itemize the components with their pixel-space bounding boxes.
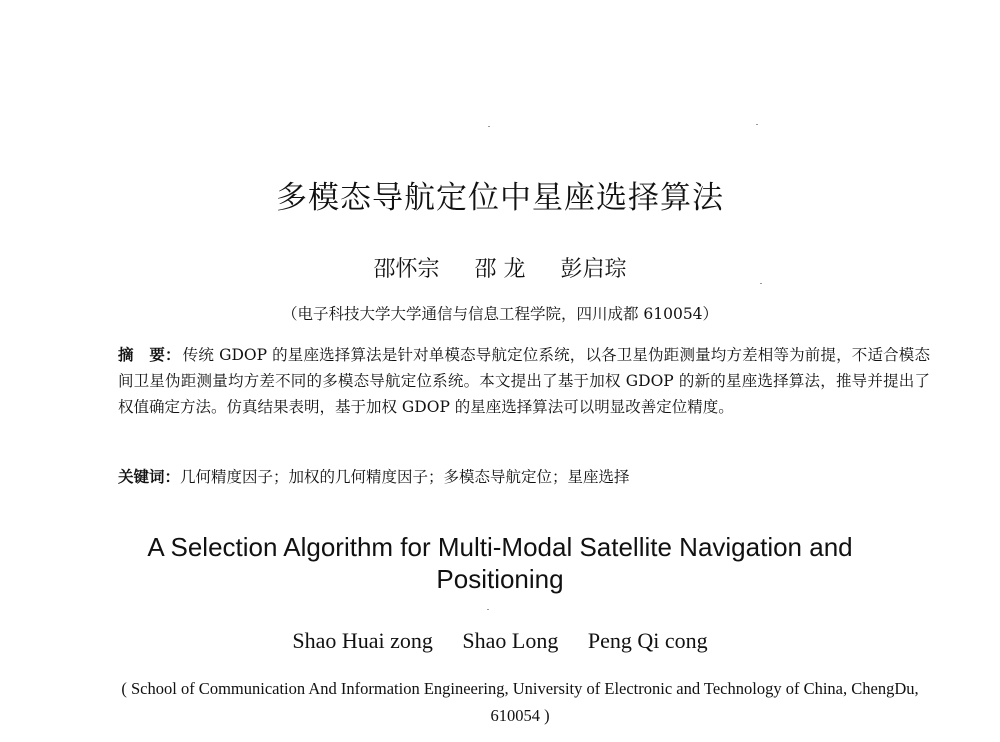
author-cn-1: 邵怀宗 — [373, 257, 440, 282]
abstract-chinese — [118, 342, 930, 420]
scan-speck — [487, 609, 489, 610]
keywords-text: 几何精度因子；加权的几何精度因子；多模态导航定位；星座选择 — [180, 468, 630, 486]
author-en-2: Shao Long — [462, 628, 559, 653]
scan-speck — [488, 126, 490, 127]
author-cn-3: 彭启琮 — [560, 257, 627, 282]
affiliation-english: ( School of Communication And Information Engineering, University of Electronic and Technology of China, ChengDu, 610054 ) — [121, 679, 919, 725]
author-en-3: Peng Qi cong — [587, 628, 708, 653]
scan-speck — [756, 124, 758, 125]
abstract-label: 摘 要： — [118, 345, 181, 364]
authors-chinese — [0, 252, 1000, 283]
abstract-text: 传统 GDOP 的星座选择算法是针对单模态导航定位系统，以各卫星伪距测量均方差相等为前提，不适合模态间卫星伪距测量均方差不同的多模态导航定位系统。本文提出了基于加权 GDOP 的新的星座选择算法，推导并提出了权值确定方法。仿真结果表明，基于加权 GDOP 的星座选择算法可以明显改善定位精度。 — [118, 346, 930, 416]
affiliation-chinese: （电子科技大学大学通信与信息工程学院，四川成都 610054） — [281, 305, 719, 323]
scan-speck — [760, 283, 762, 284]
author-cn-2: 邵 龙 — [474, 257, 526, 282]
title-chinese: 多模态导航定位中星座选择算法 — [276, 180, 724, 216]
keywords-chinese — [118, 464, 930, 490]
authors-english — [0, 628, 1000, 654]
keywords-label: 关键词： — [118, 467, 181, 486]
author-en-1: Shao Huai zong — [292, 628, 433, 653]
title-english: A Selection Algorithm for Multi-Modal Satellite Navigation and Positioning — [147, 532, 853, 594]
